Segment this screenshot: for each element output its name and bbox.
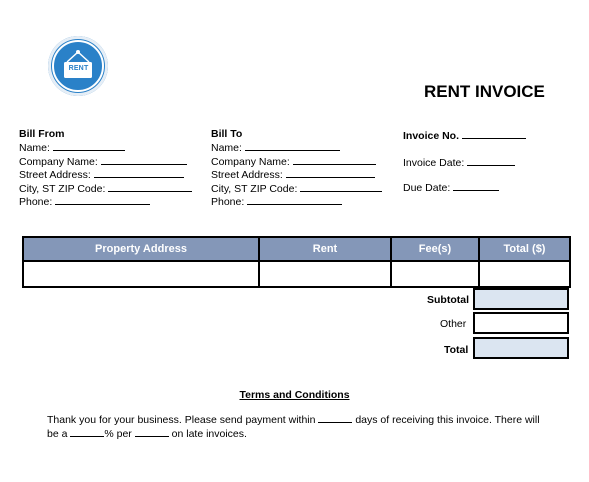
invoice-number-field[interactable] (462, 129, 526, 139)
terms-text-4: on late invoices. (171, 428, 247, 440)
bill-to-phone-label: Phone: (211, 196, 245, 209)
bill-from-phone-field[interactable] (55, 195, 150, 205)
invoice-items-table (22, 236, 571, 288)
bill-from-phone-label: Phone: (19, 196, 53, 209)
bill-to-city-label: City, ST ZIP Code: (211, 182, 298, 195)
due-date-row (403, 181, 499, 194)
bill-to-company-field[interactable] (293, 155, 376, 165)
terms-text-3: % per (104, 428, 132, 440)
terms-text-1: Thank you for your business. Please send payment within (47, 414, 316, 426)
bill-to-phone-field[interactable] (247, 195, 342, 205)
bill-to-street-field[interactable] (286, 168, 375, 178)
bill-to-heading: Bill To (211, 128, 243, 140)
cell-total[interactable] (479, 261, 570, 287)
subtotal-label: Subtotal (427, 294, 469, 306)
bill-from-city-label: City, ST ZIP Code: (19, 182, 106, 195)
other-label: Other (440, 318, 467, 330)
header-property-address: Property Address (23, 237, 259, 261)
invoice-date-row (403, 156, 515, 169)
bill-from-street-label: Street Address: (19, 169, 91, 182)
bill-from-city-field[interactable] (108, 182, 192, 192)
other-field[interactable] (473, 312, 569, 334)
total-field[interactable] (473, 337, 569, 359)
table-row (23, 261, 570, 287)
invoice-number-row (403, 129, 526, 142)
header-rent: Rent (259, 237, 391, 261)
bill-from-section (19, 128, 192, 208)
logo-text: RENT (68, 65, 89, 72)
bill-from-heading: Bill From (19, 128, 65, 140)
payment-days-field[interactable] (318, 413, 352, 423)
cell-fees[interactable] (391, 261, 479, 287)
bill-from-name-field[interactable] (53, 141, 125, 151)
bill-from-company-field[interactable] (101, 155, 187, 165)
table-header-row (23, 237, 570, 261)
header-fees: Fee(s) (391, 237, 479, 261)
terms-text-2: days of receiving this invoice. There will be a (47, 414, 540, 440)
bill-from-name-label: Name: (19, 142, 50, 155)
bill-to-company-label: Company Name: (211, 155, 290, 168)
due-date-field[interactable] (453, 181, 499, 191)
late-fee-period-field[interactable] (135, 427, 169, 437)
bill-to-name-field[interactable] (245, 141, 340, 151)
bill-to-name-label: Name: (211, 142, 242, 155)
cell-property-address[interactable] (23, 261, 259, 287)
rent-logo (48, 36, 108, 96)
subtotal-field[interactable] (473, 288, 569, 310)
bill-to-section (211, 128, 382, 208)
invoice-number-label: Invoice No. (403, 130, 460, 142)
cell-rent[interactable] (259, 261, 391, 287)
bill-from-company-label: Company Name: (19, 155, 98, 168)
bill-to-street-label: Street Address: (211, 169, 283, 182)
invoice-date-label: Invoice Date: (403, 157, 465, 169)
terms-title: Terms and Conditions (239, 389, 350, 401)
bill-to-city-field[interactable] (300, 182, 382, 192)
late-fee-percent-field[interactable] (70, 427, 104, 437)
document-title: RENT INVOICE (424, 82, 545, 101)
due-date-label: Due Date: (403, 182, 451, 194)
header-total: Total ($) (479, 237, 570, 261)
terms-body (47, 413, 547, 441)
bill-from-street-field[interactable] (94, 168, 184, 178)
invoice-date-field[interactable] (467, 156, 515, 166)
total-label: Total (444, 344, 469, 356)
